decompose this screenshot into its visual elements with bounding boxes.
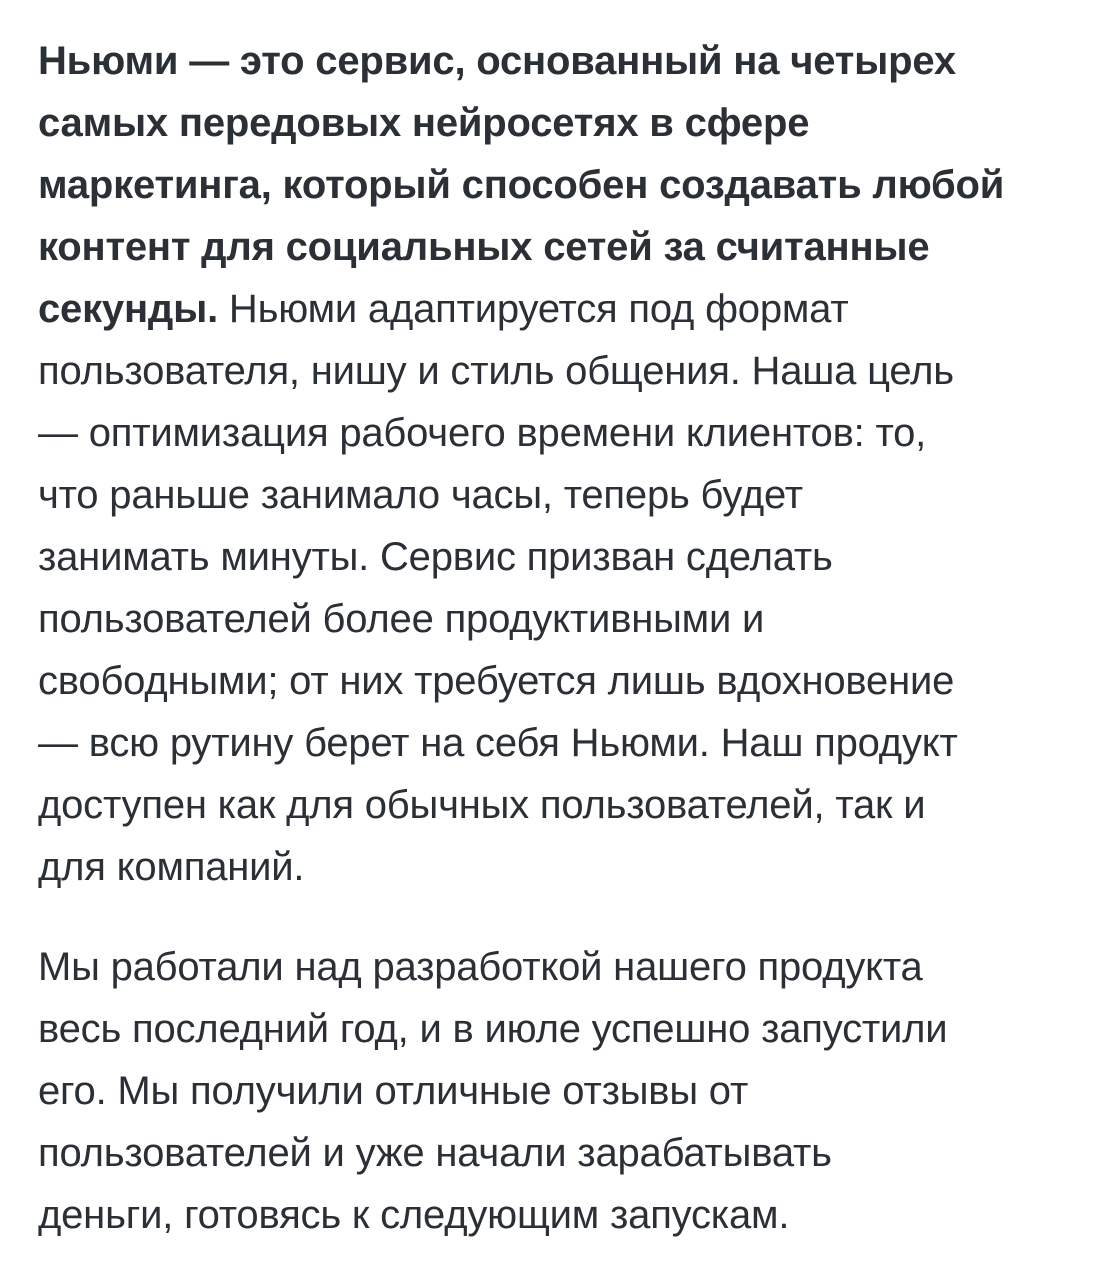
text-segment: весь последний год, и в июле успешно запустили xyxy=(38,1007,948,1051)
text-segment: доступен как для обычных пользователей, так и xyxy=(38,783,926,827)
text-line xyxy=(38,1122,1079,1184)
text-line xyxy=(38,836,1079,898)
text-line xyxy=(38,154,1079,216)
text-segment: свободными; от них требуется лишь вдохновение xyxy=(38,659,955,703)
paragraph xyxy=(38,30,1079,898)
text-segment: занимать минуты. Сервис призван сделать xyxy=(38,535,833,579)
text-line xyxy=(38,1060,1079,1122)
text-line xyxy=(38,464,1079,526)
bold-text-segment: маркетинга, который способен создавать любой xyxy=(38,163,1005,207)
bold-text-segment: Ньюми — это сервис, основанный на четырех xyxy=(38,39,956,83)
text-line xyxy=(38,1184,1079,1246)
text-segment: что раньше занимало часы, теперь будет xyxy=(38,473,803,517)
bold-text-segment: самых передовых нейросетях в сфере xyxy=(38,101,810,145)
text-line xyxy=(38,340,1079,402)
text-segment: пользователя, нишу и стиль общения. Наша цель xyxy=(38,349,954,393)
text-segment: для компаний. xyxy=(38,845,305,889)
text-segment: Ньюми адаптируется под формат xyxy=(217,287,849,331)
text-line xyxy=(38,278,1079,340)
text-line xyxy=(38,650,1079,712)
text-line xyxy=(38,216,1079,278)
text-line xyxy=(38,936,1079,998)
text-line xyxy=(38,92,1079,154)
text-segment: деньги, готовясь к следующим запускам. xyxy=(38,1193,790,1237)
bold-text-segment: контент для социальных сетей за считанные xyxy=(38,225,930,269)
text-line xyxy=(38,526,1079,588)
text-line xyxy=(38,402,1079,464)
text-segment: — оптимизация рабочего времени клиентов: то, xyxy=(38,411,927,455)
text-segment: — всю рутину берет на себя Ньюми. Наш продукт xyxy=(38,721,958,765)
text-line xyxy=(38,30,1079,92)
text-line xyxy=(38,774,1079,836)
text-segment: Мы работали над разработкой нашего продукта xyxy=(38,945,923,989)
bold-text-segment: секунды. xyxy=(38,287,218,331)
text-segment: его. Мы получили отличные отзывы от xyxy=(38,1069,749,1113)
text-line xyxy=(38,712,1079,774)
text-segment: пользователей и уже начали зарабатывать xyxy=(38,1131,832,1175)
text-line xyxy=(38,998,1079,1060)
paragraph xyxy=(38,936,1079,1246)
text-segment: пользователей более продуктивными и xyxy=(38,597,765,641)
text-line xyxy=(38,588,1079,650)
